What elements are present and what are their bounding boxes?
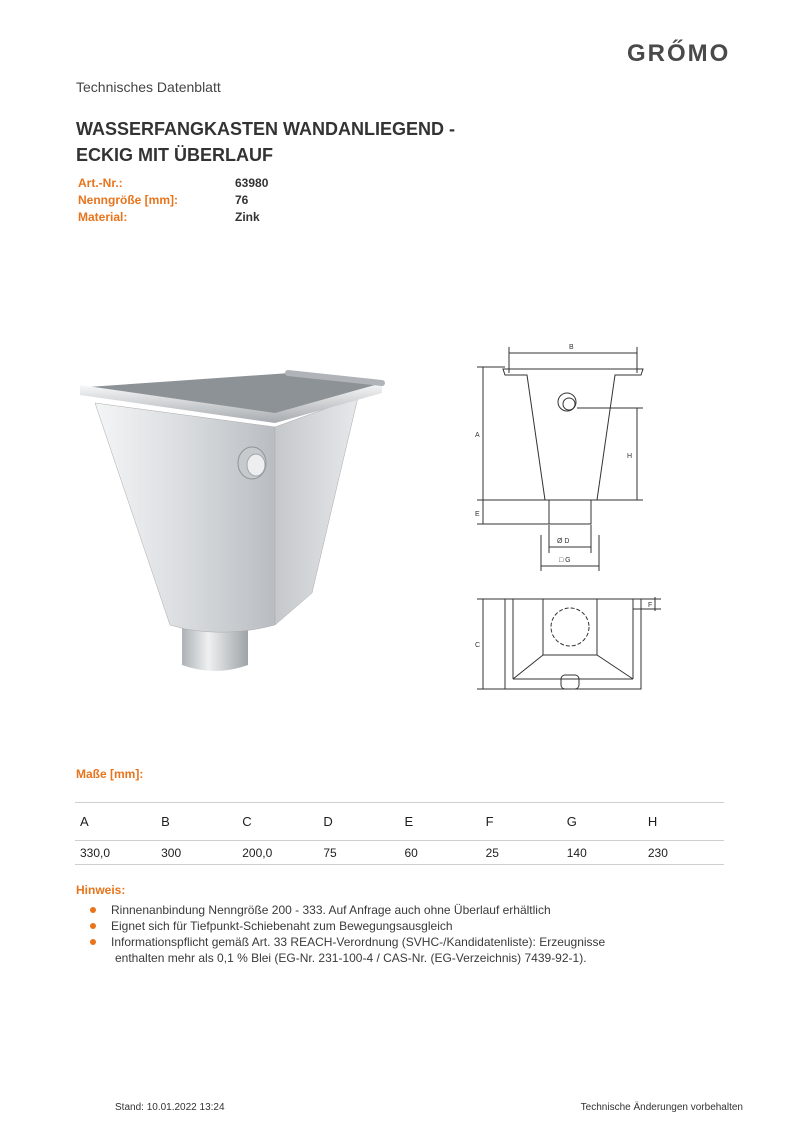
spec-row-material <box>78 210 268 227</box>
spec-label: Nenngröße [mm]: <box>78 193 178 207</box>
spec-label: Art.-Nr.: <box>78 176 123 190</box>
dim-value: 75 <box>323 845 337 860</box>
bullet-icon <box>90 939 96 945</box>
list-item <box>88 918 688 934</box>
dim-label-e: E <box>475 511 480 518</box>
technical-drawing <box>465 335 675 715</box>
dim-label-c: C <box>475 642 481 649</box>
notes-list <box>88 902 688 966</box>
note-text: Eignet sich für Tiefpunkt-Schiebenaht zum Bewegungsausgleich <box>111 919 453 933</box>
dim-label-d: Ø D <box>557 538 570 545</box>
spec-label: Material: <box>78 210 128 224</box>
footer-date: Stand: 10.01.2022 13:24 <box>115 1102 225 1113</box>
dim-header: F <box>485 814 494 829</box>
spec-value: Zink <box>235 210 260 224</box>
dim-value: 230 <box>647 845 668 860</box>
dimensions-heading: Maße [mm]: <box>76 767 144 781</box>
dim-label-g: □ G <box>559 557 571 564</box>
bullet-icon <box>90 907 96 913</box>
dim-value: 200,0 <box>242 845 273 860</box>
product-photo <box>60 355 400 685</box>
bullet-icon <box>90 923 96 929</box>
dim-value: 25 <box>485 845 499 860</box>
note-text: Informationspflicht gemäß Art. 33 REACH-Verordnung (SVHC-/Kandidatenliste): Erzeugnisse <box>111 935 606 949</box>
dim-value: 330,0 <box>80 845 111 860</box>
spec-row-article <box>78 176 268 193</box>
dimensions-header-row <box>75 803 724 841</box>
dimensions-table <box>75 802 724 865</box>
dim-label-h: H <box>627 453 633 460</box>
dim-value: 300 <box>161 845 182 860</box>
list-item <box>88 934 688 966</box>
dim-header: B <box>161 814 170 829</box>
dim-value: 60 <box>404 845 418 860</box>
note-text-continuation: enthalten mehr als 0,1 % Blei (EG-Nr. 231-100-4 / CAS-Nr. (EG-Verzeichnis) 7439-92-1). <box>115 951 587 965</box>
product-title <box>76 116 546 168</box>
document-type: Technisches Datenblatt <box>76 79 221 95</box>
product-title-line1: WASSERFANGKASTEN WANDANLIEGEND - <box>76 119 456 139</box>
dim-label-f: F <box>648 602 653 609</box>
table-row <box>75 841 724 865</box>
dim-header: D <box>323 814 333 829</box>
dim-header: C <box>242 814 252 829</box>
product-title-line2: ECKIG MIT ÜBERLAUF <box>76 145 273 165</box>
spec-value: 76 <box>235 193 249 207</box>
notes-heading: Hinweis: <box>76 883 126 897</box>
dim-header: A <box>80 814 89 829</box>
dim-label-a: A <box>475 432 480 439</box>
list-item <box>88 902 688 918</box>
dim-header: H <box>647 814 658 829</box>
footer-disclaimer: Technische Änderungen vorbehalten <box>580 1102 743 1113</box>
dim-label-b: B <box>569 344 574 351</box>
dim-header: E <box>404 814 414 829</box>
brand-logo: GRŐMO <box>627 40 731 67</box>
spec-value: 63980 <box>235 176 269 190</box>
dim-value: 140 <box>566 845 587 860</box>
dim-header: G <box>566 814 577 829</box>
note-text: Rinnenanbindung Nenngröße 200 - 333. Auf Anfrage auch ohne Überlauf erhältlich <box>111 903 551 917</box>
spec-list <box>78 176 268 227</box>
spec-row-size <box>78 193 268 210</box>
